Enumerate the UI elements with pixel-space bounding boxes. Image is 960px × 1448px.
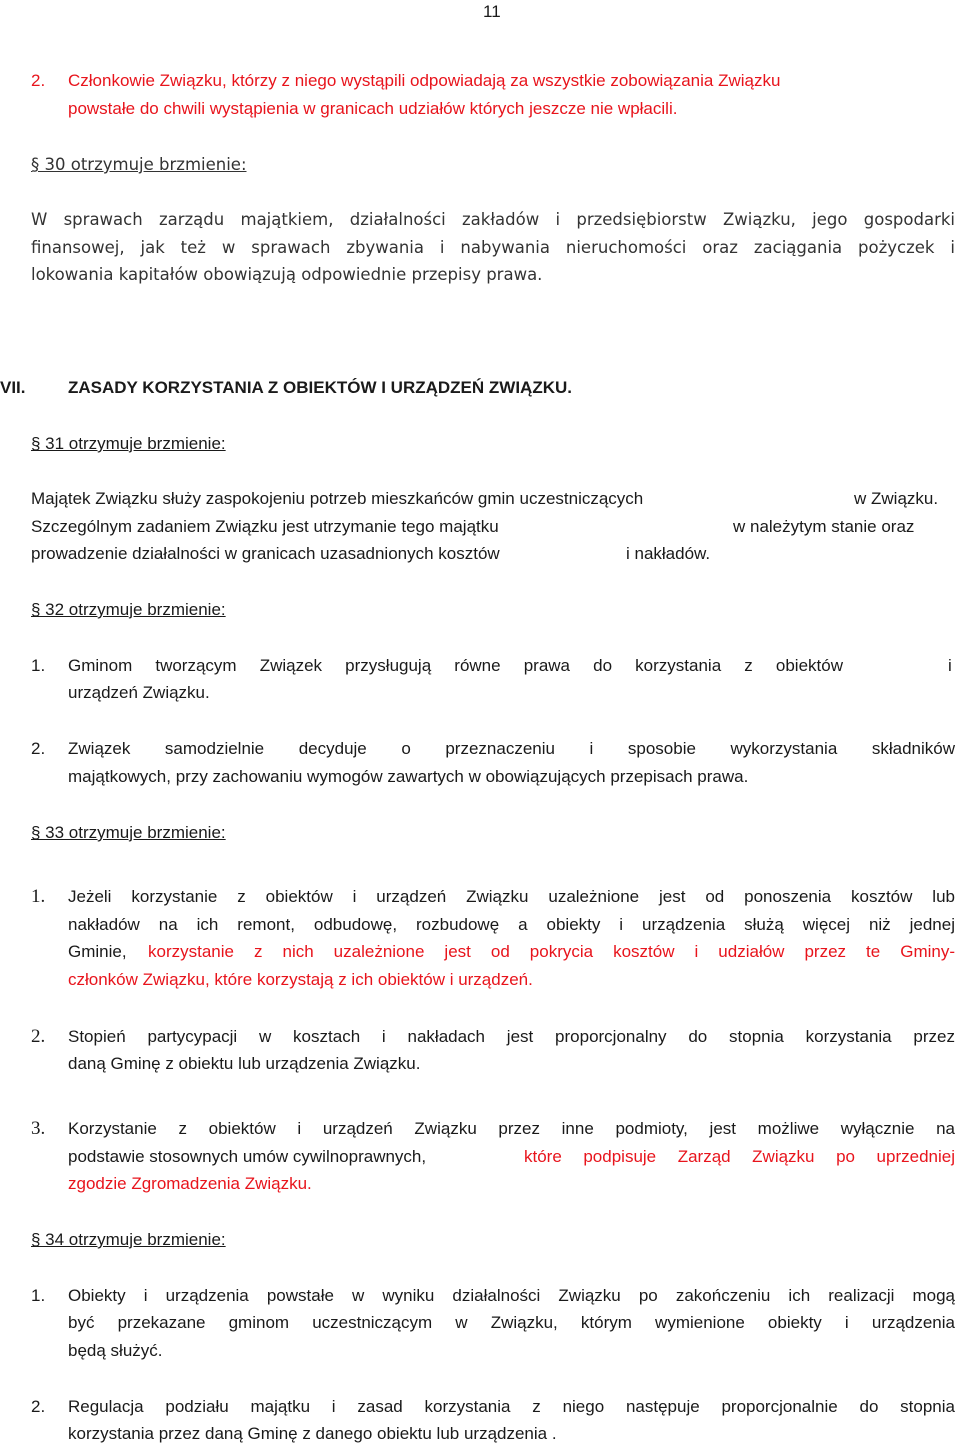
section-heading-32: § 32 otrzymuje brzmienie:: [31, 600, 226, 619]
paragraph-line: w należytym stanie oraz: [733, 517, 915, 536]
list-item-number: 1.: [31, 1286, 46, 1305]
paragraph-line: podstawie stosownych umów cywilnoprawnych,: [68, 1147, 427, 1166]
paragraph-line: powstałe do chwili wystąpienia w granicach udziałów których jeszcze nie wpłacili.: [68, 99, 678, 118]
paragraph-line: być przekazane gminom uczestniczącym w Związku, którym wymienione obiekty i urządzenia: [68, 1313, 955, 1332]
paragraph-line: i nakładów.: [626, 544, 711, 563]
paragraph-line: Majątek Związku służy zaspokojeniu potrzeb mieszkańców gmin uczestniczących: [31, 489, 644, 508]
section-heading-34: § 34 otrzymuje brzmienie:: [31, 1230, 226, 1249]
paragraph-line: Członkowie Związku, którzy z niego wystąpili odpowiadają za wszystkie zobowiązania Związku: [68, 71, 781, 90]
paragraph-line: Związek samodzielnie decyduje o przeznaczeniu i sposobie wykorzystania składników: [68, 739, 955, 758]
paragraph-line-red: korzystanie z nich uzależnione jest od pokrycia kosztów i udziałów przez te Gminy-: [148, 942, 955, 961]
paragraph-line: urządzeń Związku.: [68, 683, 210, 702]
section-heading-31: § 31 otrzymuje brzmienie:: [31, 434, 226, 453]
paragraph-line: Regulacja podziału majątku i zasad korzystania z niego następuje proporcjonalnie do stopnia: [68, 1397, 955, 1416]
section-heading-30: § 30 otrzymuje brzmienie:: [31, 155, 247, 174]
paragraph-line: finansowej, jak też w sprawach zbywania i nabywania nieruchomości oraz zaciągania pożyczek i: [31, 238, 955, 257]
paragraph-line: Korzystanie z obiektów i urządzeń Związku przez inne podmioty, jest możliwe wyłącznie na: [68, 1119, 955, 1138]
paragraph-line: Jeżeli korzystanie z obiektów i urządzeń Związku uzależnione jest od ponoszenia kosztów lub: [68, 887, 955, 906]
paragraph-line-red: zgodzie Zgromadzenia Związku.: [68, 1174, 312, 1193]
paragraph-line: korzystania przez daną Gminę z danego obiektu lub urządzenia .: [68, 1424, 557, 1443]
list-item-number: 2.: [31, 1026, 46, 1047]
paragraph-line: Gminie,: [68, 942, 127, 961]
section-heading-33: § 33 otrzymuje brzmienie:: [31, 823, 226, 842]
paragraph-line: w Związku.: [854, 489, 939, 508]
list-item-number: 2.: [31, 739, 46, 758]
chapter-number: VII.: [0, 378, 26, 397]
list-item-number: 1.: [31, 886, 46, 907]
paragraph-line: Obiekty i urządzenia powstałe w wyniku działalności Związku po zakończeniu ich realizacji mogą: [68, 1286, 955, 1305]
paragraph-line: lokowania kapitałów obowiązują odpowiednie przepisy prawa.: [31, 265, 543, 284]
paragraph-line: W sprawach zarządu majątkiem, działalności zakładów i przedsiębiorstw Związku, jego gospodarki: [31, 210, 955, 229]
paragraph-line: Szczególnym zadaniem Związku jest utrzymanie tego majątku: [31, 517, 499, 536]
paragraph-line-red: członków Związku, które korzystają z ich obiektów i urządzeń.: [68, 970, 533, 989]
paragraph-line: i: [948, 656, 952, 675]
list-item-number: 1.: [31, 656, 46, 675]
paragraph-line: Gminom tworzącym Związek przysługują równe prawa do korzystania z obiektów: [68, 656, 843, 675]
page-number: 11: [483, 2, 501, 21]
chapter-title: ZASADY KORZYSTANIA Z OBIEKTÓW I URZĄDZEŃ ZWIĄZKU.: [68, 378, 572, 397]
paragraph-line: prowadzenie działalności w granicach uzasadnionych kosztów: [31, 544, 500, 563]
list-item-number: 2.: [31, 1397, 46, 1416]
paragraph-line: nakładów na ich remont, odbudowę, rozbudowę a obiekty i urządzenia służą więcej niż jednej: [68, 915, 955, 934]
paragraph-line: Stopień partycypacji w kosztach i nakładach jest proporcjonalny do stopnia korzystania przez: [68, 1027, 955, 1046]
paragraph-line: daną Gminę z obiektu lub urządzenia Związku.: [68, 1054, 421, 1073]
paragraph-line: będą służyć.: [68, 1341, 163, 1360]
list-item-number: 2.: [31, 71, 46, 90]
list-item-number: 3.: [31, 1118, 46, 1139]
paragraph-line-red: które podpisuje Zarząd Związku po uprzedniej: [524, 1147, 955, 1166]
paragraph-line: majątkowych, przy zachowaniu wymogów zawartych w obowiązujących przepisach prawa.: [68, 767, 749, 786]
